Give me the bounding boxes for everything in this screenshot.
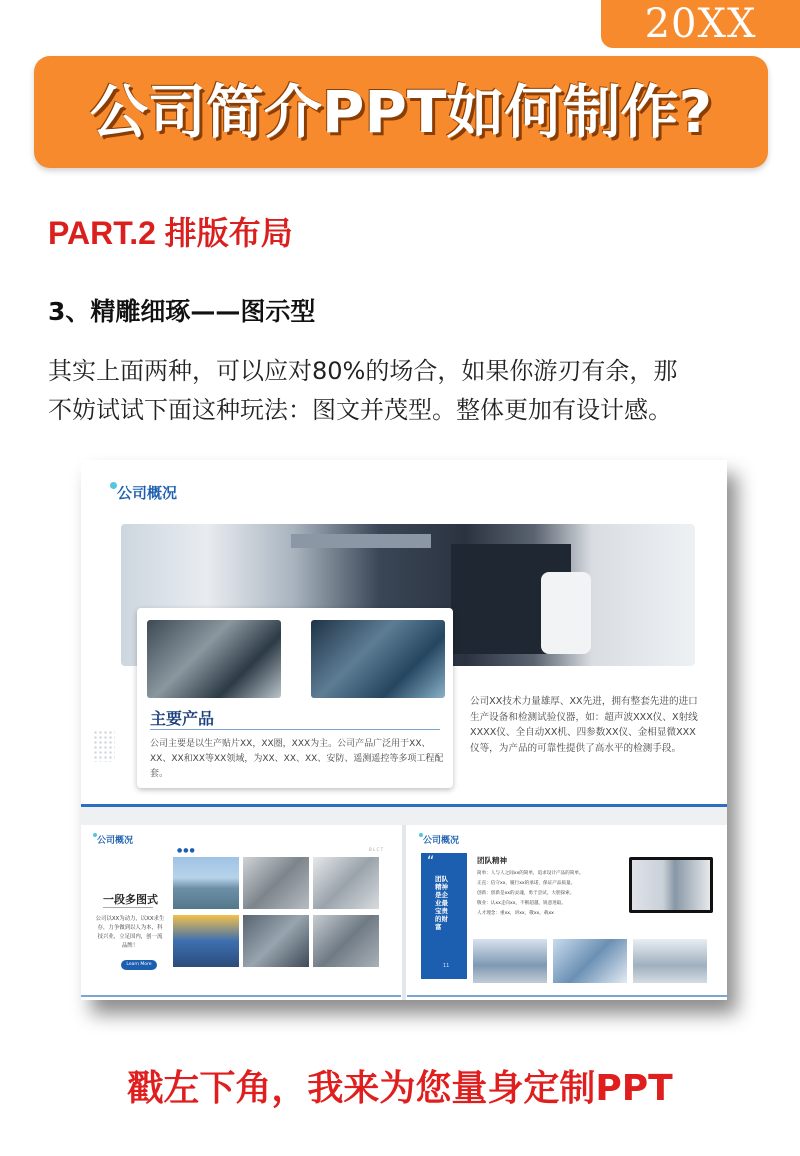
separator xyxy=(402,825,406,1000)
lab-photo xyxy=(243,857,309,909)
team-spirit-heading: 团队精神 xyxy=(477,856,507,865)
paragraph-line: 不妨试试下面这种玩法：图文并茂型。整体更加有设计感。 xyxy=(48,396,672,424)
year-tag: 20XX xyxy=(601,0,800,48)
vertical-slogan: 团队精神是企业最宝贵的财富 xyxy=(435,875,448,931)
building-photo xyxy=(633,939,707,983)
divider xyxy=(407,995,727,997)
list-item: 人才理念：重xx，讲xx，敬xx，载xx xyxy=(477,911,554,916)
divider xyxy=(150,729,440,730)
page-number: B L C T xyxy=(369,847,384,852)
list-item: 敬业：认xx走向xx，不断超越，锐意进取。 xyxy=(477,901,566,906)
product-photo-1 xyxy=(147,620,281,698)
bullet-dot-icon xyxy=(110,482,117,489)
paragraph-line: 其实上面两种，可以应对80%的场合，如果你游刃有余，那 xyxy=(48,357,678,385)
divider xyxy=(103,907,153,908)
products-title: 主要产品 xyxy=(150,709,215,728)
page-title: 公司简介PPT如何制作? xyxy=(89,78,713,146)
list-item: 正直：信守xx，履行xx的承诺，保证产品质量。 xyxy=(477,881,576,886)
mini-slide-title: 公司概况 xyxy=(97,836,134,846)
products-description: 公司主要是以生产贴片XX，XX圈，XXX为主。公司产品广泛用于XX、XX、XX和XX等XX领域，为XX、XX、XX、安防、遥测遥控等多项工程配套。 xyxy=(150,739,444,779)
page-number: 11 xyxy=(443,963,450,969)
meeting-photo xyxy=(632,860,710,910)
part-heading: PART.2 排版布局 xyxy=(48,215,293,251)
team-spirit-list xyxy=(477,869,617,919)
dots-pattern-icon xyxy=(93,730,115,762)
divider xyxy=(81,995,401,997)
list-item: 简单：人与人之间xx的简单，追求设计产品的简单。 xyxy=(477,871,584,876)
monitor-photo xyxy=(629,857,713,913)
photo-grid xyxy=(173,857,381,975)
machine-photo xyxy=(243,915,309,967)
slide-title: 公司概况 xyxy=(117,484,178,502)
products-panel xyxy=(137,608,453,788)
list-item: 创新：创新是xx的灵魂，勇于尝试，大胆探索。 xyxy=(477,891,575,896)
learn-more-button[interactable]: Learn More xyxy=(121,960,157,970)
building-photo xyxy=(553,939,627,983)
gap xyxy=(81,807,727,825)
product-photo-2 xyxy=(311,620,445,698)
mini-slide-left xyxy=(81,825,401,1000)
sub-heading: 3、精雕细琢——图示型 xyxy=(48,297,316,326)
mini-slide-right xyxy=(407,825,727,1000)
body-paragraph xyxy=(48,352,764,430)
quote-panel xyxy=(421,853,467,979)
machine-arm xyxy=(541,572,591,654)
quote-icon: “ xyxy=(427,854,435,870)
device-photo xyxy=(313,915,379,967)
workshop-photo xyxy=(173,915,239,967)
slide-preview xyxy=(81,460,727,1000)
title-banner xyxy=(34,56,768,168)
call-to-action: 戳左下角，我来为您量身定制PPT xyxy=(127,1068,673,1109)
mini-description: 公司以XX为动力，以XX求生存，力争做到以人为本，科技兴业，立足国内，创一流品牌！ xyxy=(95,916,165,949)
mini-heading: 一段多图式 xyxy=(103,893,158,906)
dots-indicator: ●●● xyxy=(177,847,196,854)
machine-rail xyxy=(291,534,431,548)
building-photo xyxy=(473,939,547,983)
building-photo xyxy=(173,857,239,909)
mini-slide-title: 公司概况 xyxy=(423,836,460,846)
equipment-photo xyxy=(313,857,379,909)
company-description: 公司XX技术力量雄厚、XX先进，拥有整套先进的进口生产设备和检测试验仪器，如：超声波XXX仪、X射线XXXX仪、全自动XX机、四参数XX仪、金相显微XXX仪等，为产品的可靠性提供了高水平的检测手段。 xyxy=(470,696,698,754)
